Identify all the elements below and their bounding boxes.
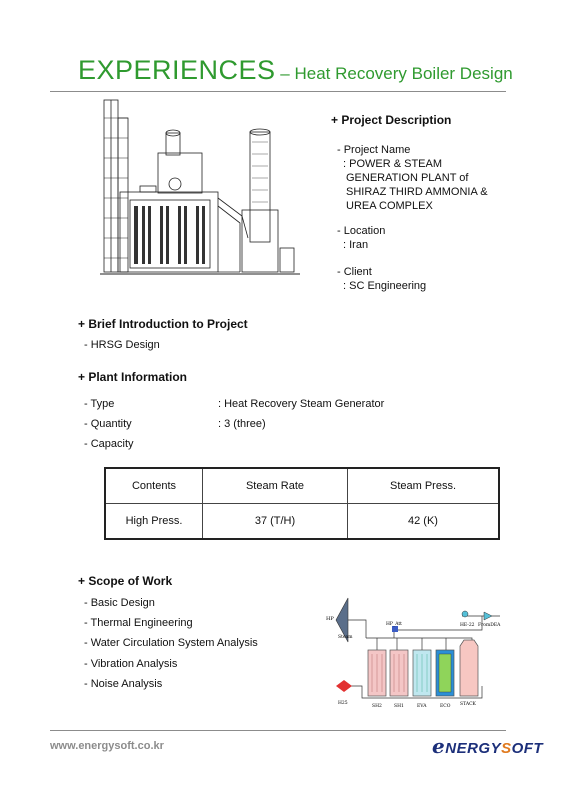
scope-item: - Thermal Engineering — [84, 617, 193, 629]
label-sh1: SH1 — [394, 704, 404, 709]
bottom-divider — [50, 730, 506, 731]
scope-item: - Water Circulation System Analysis — [84, 637, 258, 649]
footer-url: www.energysoft.co.kr — [50, 740, 164, 752]
table-cell: 37 (T/H) — [203, 504, 348, 540]
boiler-elevation-drawing — [100, 98, 305, 283]
title-main: EXPERIENCES — [78, 55, 276, 85]
pump-icon — [484, 612, 492, 620]
scope-item: - Vibration Analysis — [84, 658, 178, 670]
table-cell: 42 (K) — [348, 504, 500, 540]
label-fromdea: FromDEA — [478, 623, 501, 628]
label-eco: ECO — [440, 704, 451, 709]
scope-heading: + Scope of Work — [78, 574, 173, 588]
label-hp-att: HP_Att — [386, 622, 402, 627]
client-value: : SC Engineering — [343, 280, 427, 292]
location-label: - Location — [337, 225, 386, 237]
label-sh2: SH2 — [372, 704, 382, 709]
client-label: - Client — [337, 266, 372, 278]
energysoft-logo: eNERGYSOFT — [432, 734, 544, 758]
project-description-heading: + Project Description — [331, 113, 452, 127]
label-he22: HE-22 — [460, 623, 475, 628]
project-name-label: - Project Name — [337, 144, 411, 156]
client-block — [337, 265, 426, 293]
project-name-line: SHIRAZ THIRD AMMONIA & — [346, 186, 488, 198]
capacity-table — [104, 467, 500, 540]
project-name-line: : POWER & STEAM — [343, 158, 443, 170]
hrsg-process-diagram — [322, 590, 512, 710]
scope-item: - Noise Analysis — [84, 678, 163, 690]
table-header-cell: Steam Press. — [348, 468, 500, 504]
location-block — [337, 224, 385, 252]
label-steam: Steam — [338, 635, 353, 640]
plant-info-key: - Capacity — [84, 438, 134, 450]
label-h25: H25 — [338, 701, 348, 706]
project-name-block — [337, 143, 488, 213]
he22-icon — [462, 611, 468, 617]
plant-info-row — [84, 417, 266, 431]
table-cell: High Press. — [105, 504, 203, 540]
plant-info-heading: + Plant Information — [78, 370, 188, 384]
title-sub: – Heat Recovery Boiler Design — [275, 64, 513, 83]
table-header-cell: Steam Rate — [203, 468, 348, 504]
project-name-line: GENERATION PLANT of — [346, 172, 469, 184]
plant-info-value: : Heat Recovery Steam Generator — [218, 398, 385, 410]
top-divider — [50, 91, 506, 92]
brief-intro-item: - HRSG Design — [84, 339, 160, 351]
table-row — [105, 504, 499, 540]
page-title — [78, 55, 513, 86]
project-name-line: UREA COMPLEX — [346, 200, 433, 212]
plant-info-row — [84, 437, 218, 451]
table-header-cell: Contents — [105, 468, 203, 504]
stack-shape — [460, 640, 478, 696]
scope-item: - Basic Design — [84, 597, 155, 609]
fan-icon — [336, 680, 344, 692]
plant-info-key: - Type — [84, 398, 115, 410]
table-header-row — [105, 468, 499, 504]
label-eva: EVA — [417, 704, 427, 709]
brief-intro-heading: + Brief Introduction to Project — [78, 317, 248, 331]
label-hp: HP — [326, 616, 334, 622]
plant-info-value: : 3 (three) — [218, 418, 266, 430]
plant-info-row — [84, 397, 384, 411]
label-stack: STACK — [460, 702, 476, 707]
plant-info-key: - Quantity — [84, 418, 132, 430]
location-value: : Iran — [343, 239, 369, 251]
